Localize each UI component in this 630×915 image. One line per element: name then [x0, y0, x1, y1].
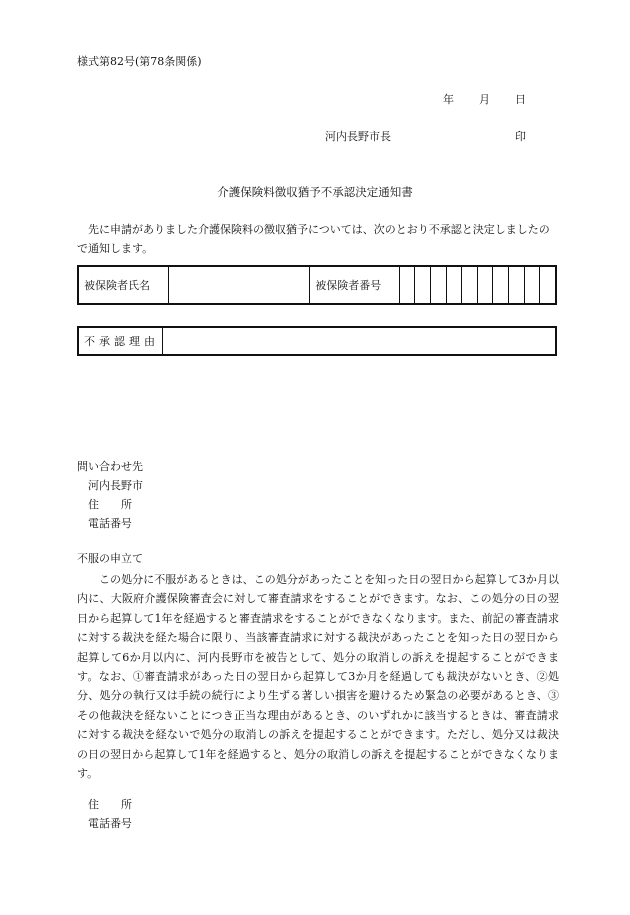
date-year: 年: [443, 93, 454, 106]
contact-office: 河内長野市: [88, 479, 143, 492]
appeal-address-label: 住 所: [88, 798, 132, 811]
contact-heading: 問い合わせ先: [77, 460, 143, 473]
appeal-heading: 不服の申立て: [77, 552, 143, 565]
insured-number-box[interactable]: [415, 266, 431, 304]
insured-name-label: 被保険者氏名: [78, 266, 168, 304]
contact-section: [77, 457, 143, 533]
insured-name-field[interactable]: [168, 266, 310, 304]
form-number: 様式第82号(第78条関係): [77, 55, 202, 68]
seal-mark: 印: [515, 130, 526, 143]
intro-paragraph: 先に申請がありました介護保険料の徴収猶予については、次のとおり不承認と決定しましたので通知します。: [77, 223, 550, 255]
insured-number-box[interactable]: [462, 266, 478, 304]
issuer: 河内長野市長: [325, 130, 391, 143]
reason-table: [77, 326, 557, 356]
insured-number-box[interactable]: [540, 266, 556, 304]
insured-number-box[interactable]: [446, 266, 462, 304]
insured-number-box[interactable]: [430, 266, 446, 304]
intro-text: [77, 220, 557, 258]
date-line: [443, 91, 526, 107]
appeal-phone-label: 電話番号: [88, 817, 132, 830]
date-month: 月: [479, 93, 490, 106]
insured-table: [77, 265, 557, 305]
reason-field[interactable]: [163, 327, 557, 355]
contact-phone-label: 電話番号: [88, 517, 132, 530]
insured-number-box[interactable]: [493, 266, 509, 304]
insured-number-label: 被保険者番号: [310, 266, 400, 304]
insured-number-box[interactable]: [399, 266, 415, 304]
insured-number-box[interactable]: [509, 266, 525, 304]
insured-number-box[interactable]: [477, 266, 493, 304]
contact-address-label: 住 所: [88, 498, 132, 511]
appeal-text: [77, 570, 559, 783]
insured-number-box[interactable]: [524, 266, 540, 304]
date-day: 日: [515, 93, 526, 106]
reason-label: 不承認理由: [78, 327, 163, 355]
appeal-contact: [77, 795, 132, 833]
appeal-paragraph: この処分に不服があるときは、この処分があったことを知った日の翌日から起算して3か月以内に、大阪府介護保険審査会に対して審査請求をすることができます。なお、この処分の日の翌日から起算して1年を経過すると審査請求をすることができなくなります。また、前記の審査請求に対する裁決を経た場合に限り、当該審査請求に対する裁決があったことを知った日の翌日から起算して6か月以内に、河内長野市を被告として、処分の取消しの訴えを提起することができます。なお、①審査請求があった日の翌日から起算して3か月を経過しても裁決がないとき、②処分、処分の執行又は手続の続行により生ずる著しい損害を避けるため緊急の必要があるとき、③その他裁決を経ないことにつき正当な理由があるとき、のいずれかに該当するときは、審査請求に対する裁決を経ないで処分の取消しの訴えを提起することができます。ただし、処分又は裁決の日の翌日から起算して1年を経過すると、処分の取消しの訴えを提起することができなくなります。: [77, 573, 559, 781]
document-title: 介護保険料徴収猶予不承認決定通知書: [217, 185, 413, 199]
